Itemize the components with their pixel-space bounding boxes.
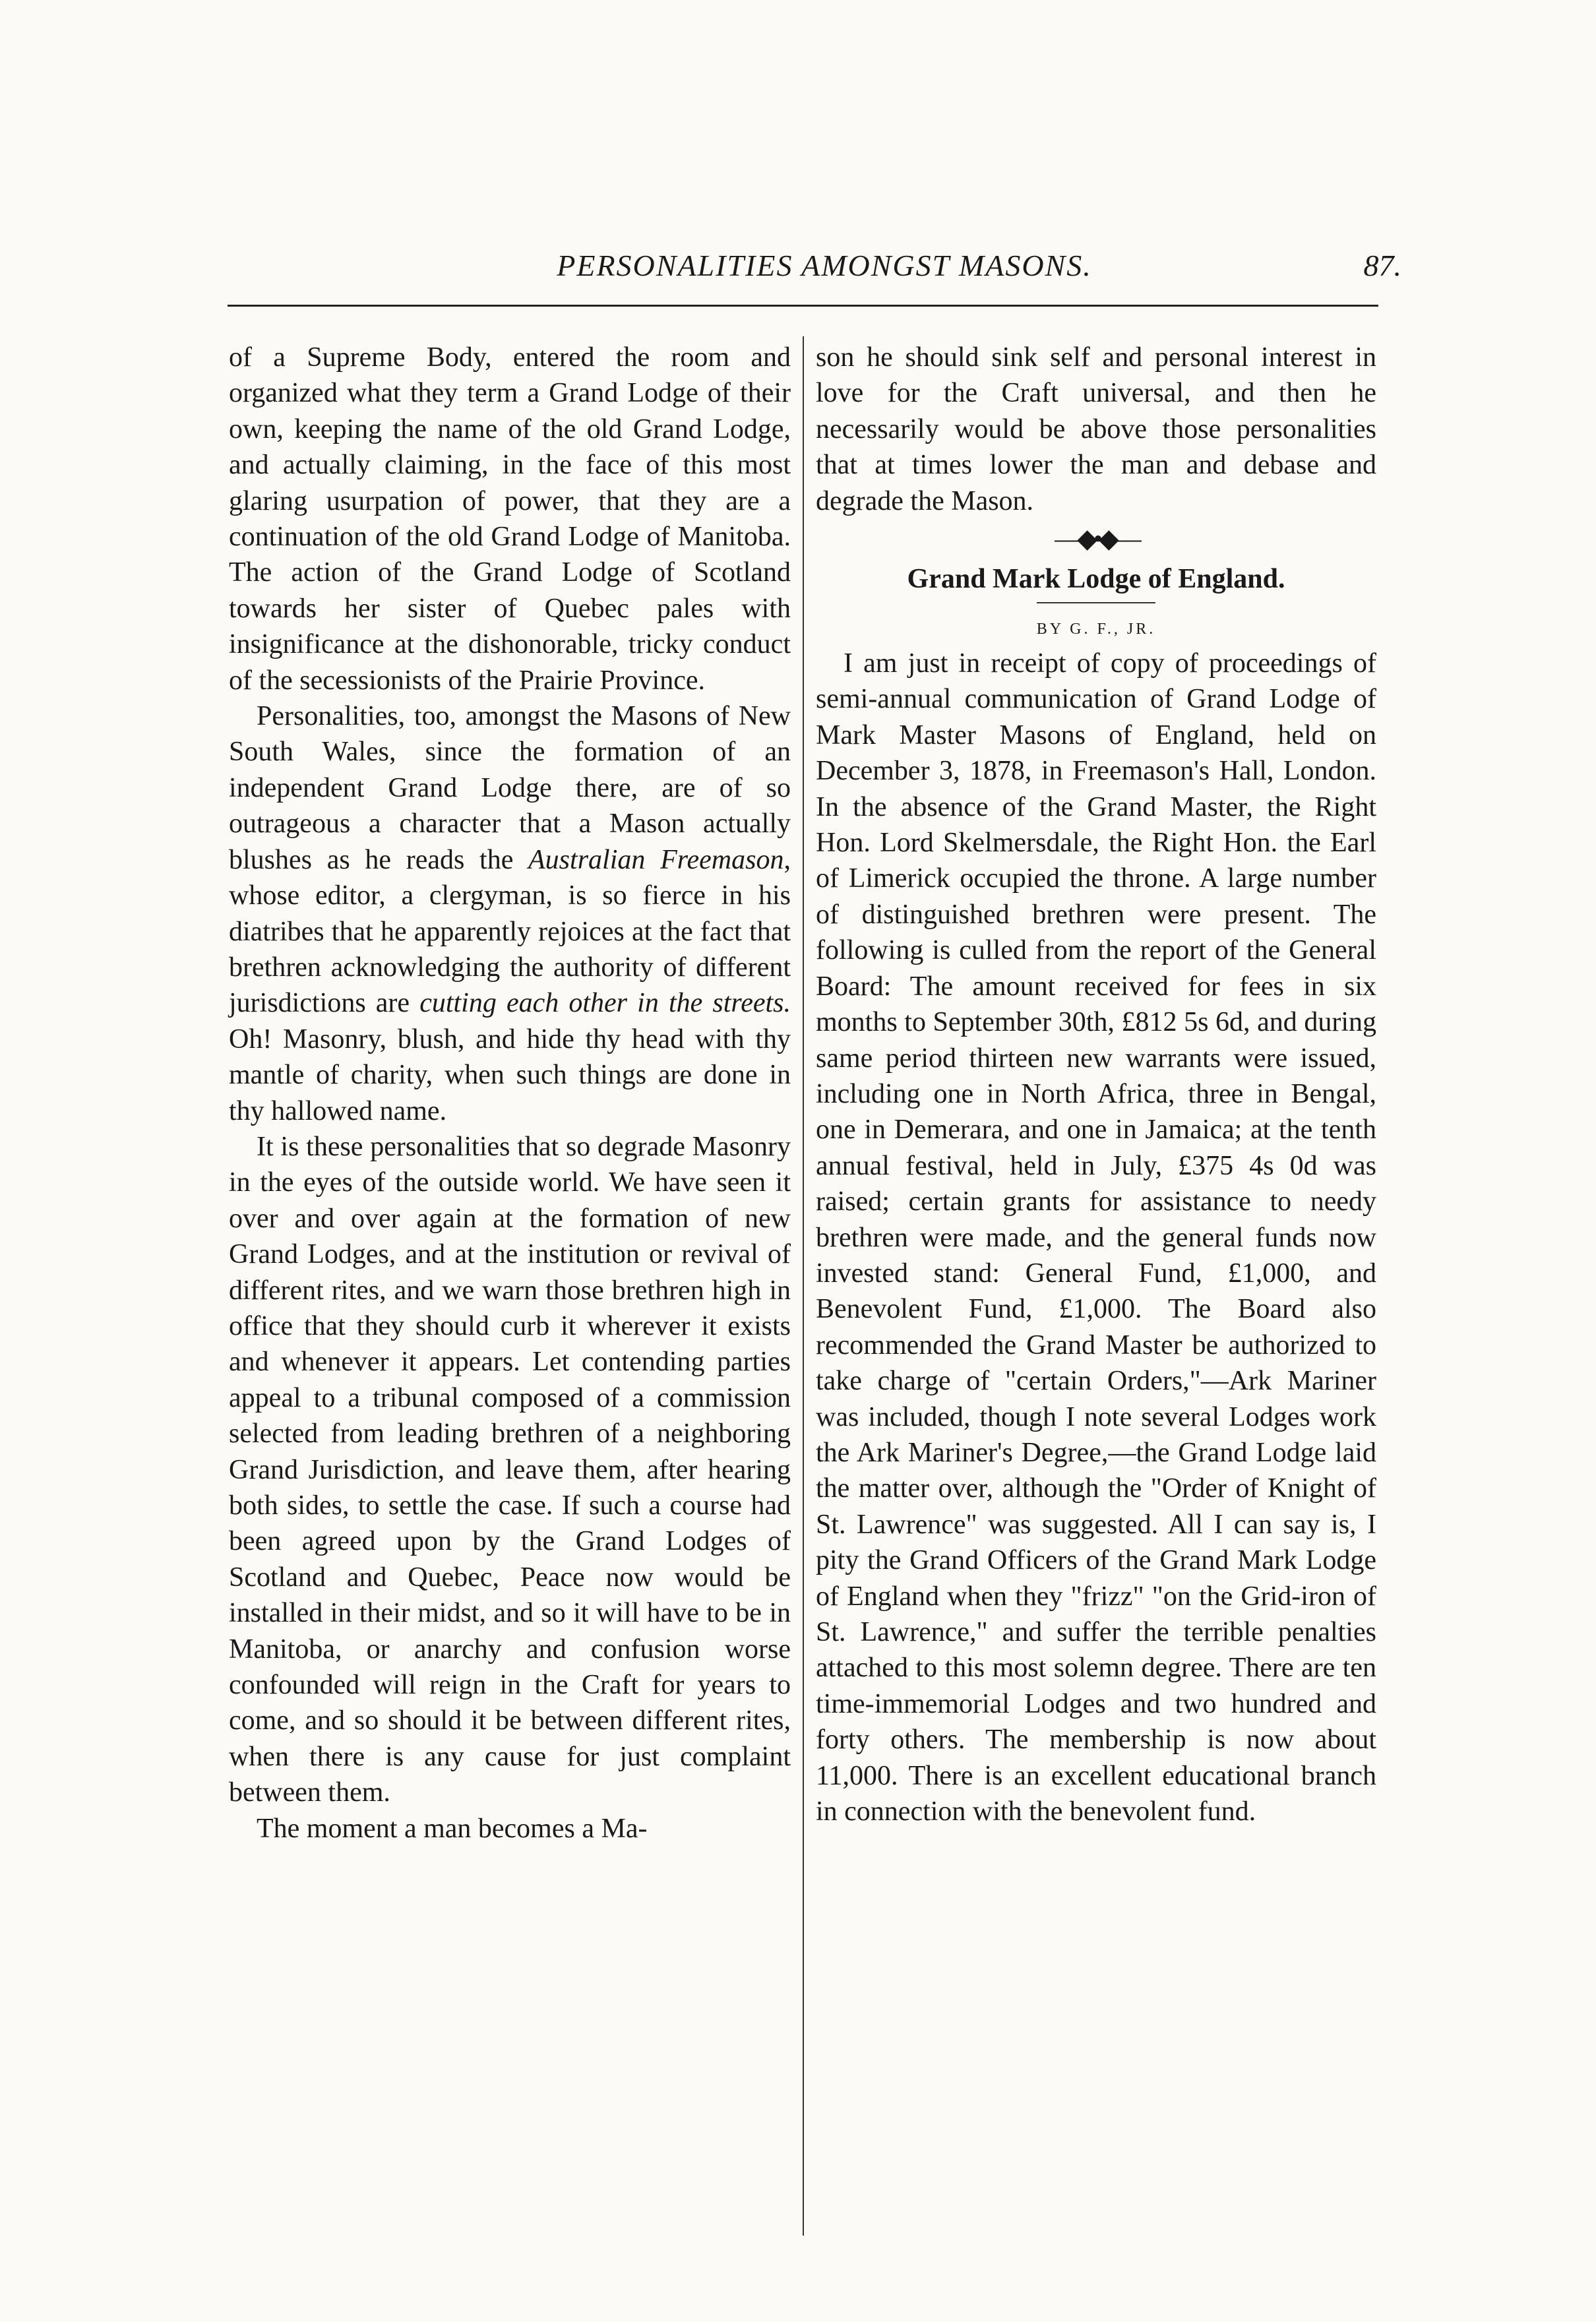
header-rule bbox=[228, 305, 1378, 307]
paragraph-moment: The moment a man becomes a Ma- bbox=[257, 1813, 648, 1844]
paragraph-mark-lodge: I am just in receipt of copy of proceedings of semi-annual communication of Grand Lodge of Mark Master Masons of England, held on December 3, 1878, in Freemason's Hall, London. In the absence of the Grand Master, the Right Hon. Lord Skelmersdale, the Right Hon. the Earl of Limerick occupied the throne. A large number of distinguished brethren were present. The following is culled from the report of the General Board: The amount received for fees in six months to September 30th, £812 5s 6d, and during same period thirteen new warrants were issued, including one in North Africa, three in Bengal, one in Demerara, and one in Jamaica; at the tenth annual festival, held in July, £375 4s 0d was raised; certain grants for assistance to needy brethren were made, and the general funds now invested stand: General Fund, £1,000, and Benevolent Fund, £1,000. The Board also recommended the Grand Master be authorized to take charge of "certain Orders,"—Ark Mariner was included, though I note several Lodges work the Ark Mariner's Degree,—the Grand Lodge laid the matter over, although the "Order of Knight of St. Lawrence" was suggested. All I can say is, I pity the Grand Officers of the Grand Mark Lodge of England when they "frizz" "on the Grid-iron of St. Lawrence," and suffer the terrible penalties attached to this most solemn degree. There are ten time-immemorial Lodges and two hundred and forty others. The membership is now about 11,000. There is an excellent educational branch in connection with the benevolent fund. bbox=[816, 648, 1376, 1827]
left-column bbox=[229, 340, 791, 1847]
italic-quote: cutting each other in the streets. bbox=[419, 988, 791, 1019]
text-run: Personalities, too, amongst the Masons of New South Wales, since the formation of an independent Grand Lodge there, are of so outrageous a character that a Mason actually blushes as he reads the bbox=[229, 701, 791, 875]
running-title: PERSONALITIES AMONGST MASONS. bbox=[557, 249, 1092, 282]
ornamental-separator: —◆•◆— bbox=[1055, 524, 1138, 554]
text-run: Oh! Masonry, blush, and hide thy head with thy mantle of charity, when such things are done in thy hallowed name. bbox=[229, 1024, 791, 1126]
italic-publication-name: Australian Freemason bbox=[528, 844, 784, 875]
column-divider bbox=[803, 336, 804, 2236]
page-header bbox=[247, 248, 1401, 301]
paragraph-new-south-wales bbox=[229, 698, 791, 1129]
page-number: 87. bbox=[1363, 249, 1401, 282]
right-column bbox=[816, 340, 1376, 1829]
paragraph-personalities: It is these personalities that so degrade Masonry in the eyes of the outside world. We have seen it over and over again at the formation of new Grand Lodges, and at the institution or revival of different rites, and we warn those brethren high in office that they should curb it wherever it exists and whenever it appears. Let contending parties appeal to a tribunal composed of a commission selected from leading brethren of a neighboring Grand Jurisdiction, and leave them, after hearing both sides, to settle the case. If such a course had been agreed upon by the Grand Lodges of Scotland and Quebec, Peace now would be installed in their midst, and so it will have to be in Manitoba, or anarchy and confusion worse confounded will reign in the Craft for years to come, and so should it be between different rites, when there is any cause for just complaint between them. bbox=[229, 1131, 791, 1808]
text-run: , whose editor, a clergyman, is so fierce in his diatribes that he apparently rejoices at the fact that brethren acknowledging the authority of different jurisdictions are bbox=[229, 844, 791, 1019]
title-rule bbox=[1037, 602, 1155, 603]
byline: BY G. F., JR. bbox=[1036, 621, 1156, 638]
paragraph-continuation: of a Supreme Body, entered the room and organized what they term a Grand Lodge of their own, keeping the name of the old Grand Lodge, and actually claiming, in the face of this most glaring usurpation of power, that they are a continuation of the old Grand Lodge of Manitoba. The action of the Grand Lodge of Scotland towards her sister of Quebec pales with insignificance at the dishonorable, tricky conduct of the secessionists of the Prairie Province. bbox=[229, 342, 791, 696]
article-title: Grand Mark Lodge of England. bbox=[907, 564, 1285, 595]
paragraph-continuation: son he should sink self and personal interest in love for the Craft universal, and then he necessarily would be above those personalities that at times lower the man and debase and degrade the Mason. bbox=[816, 342, 1376, 516]
